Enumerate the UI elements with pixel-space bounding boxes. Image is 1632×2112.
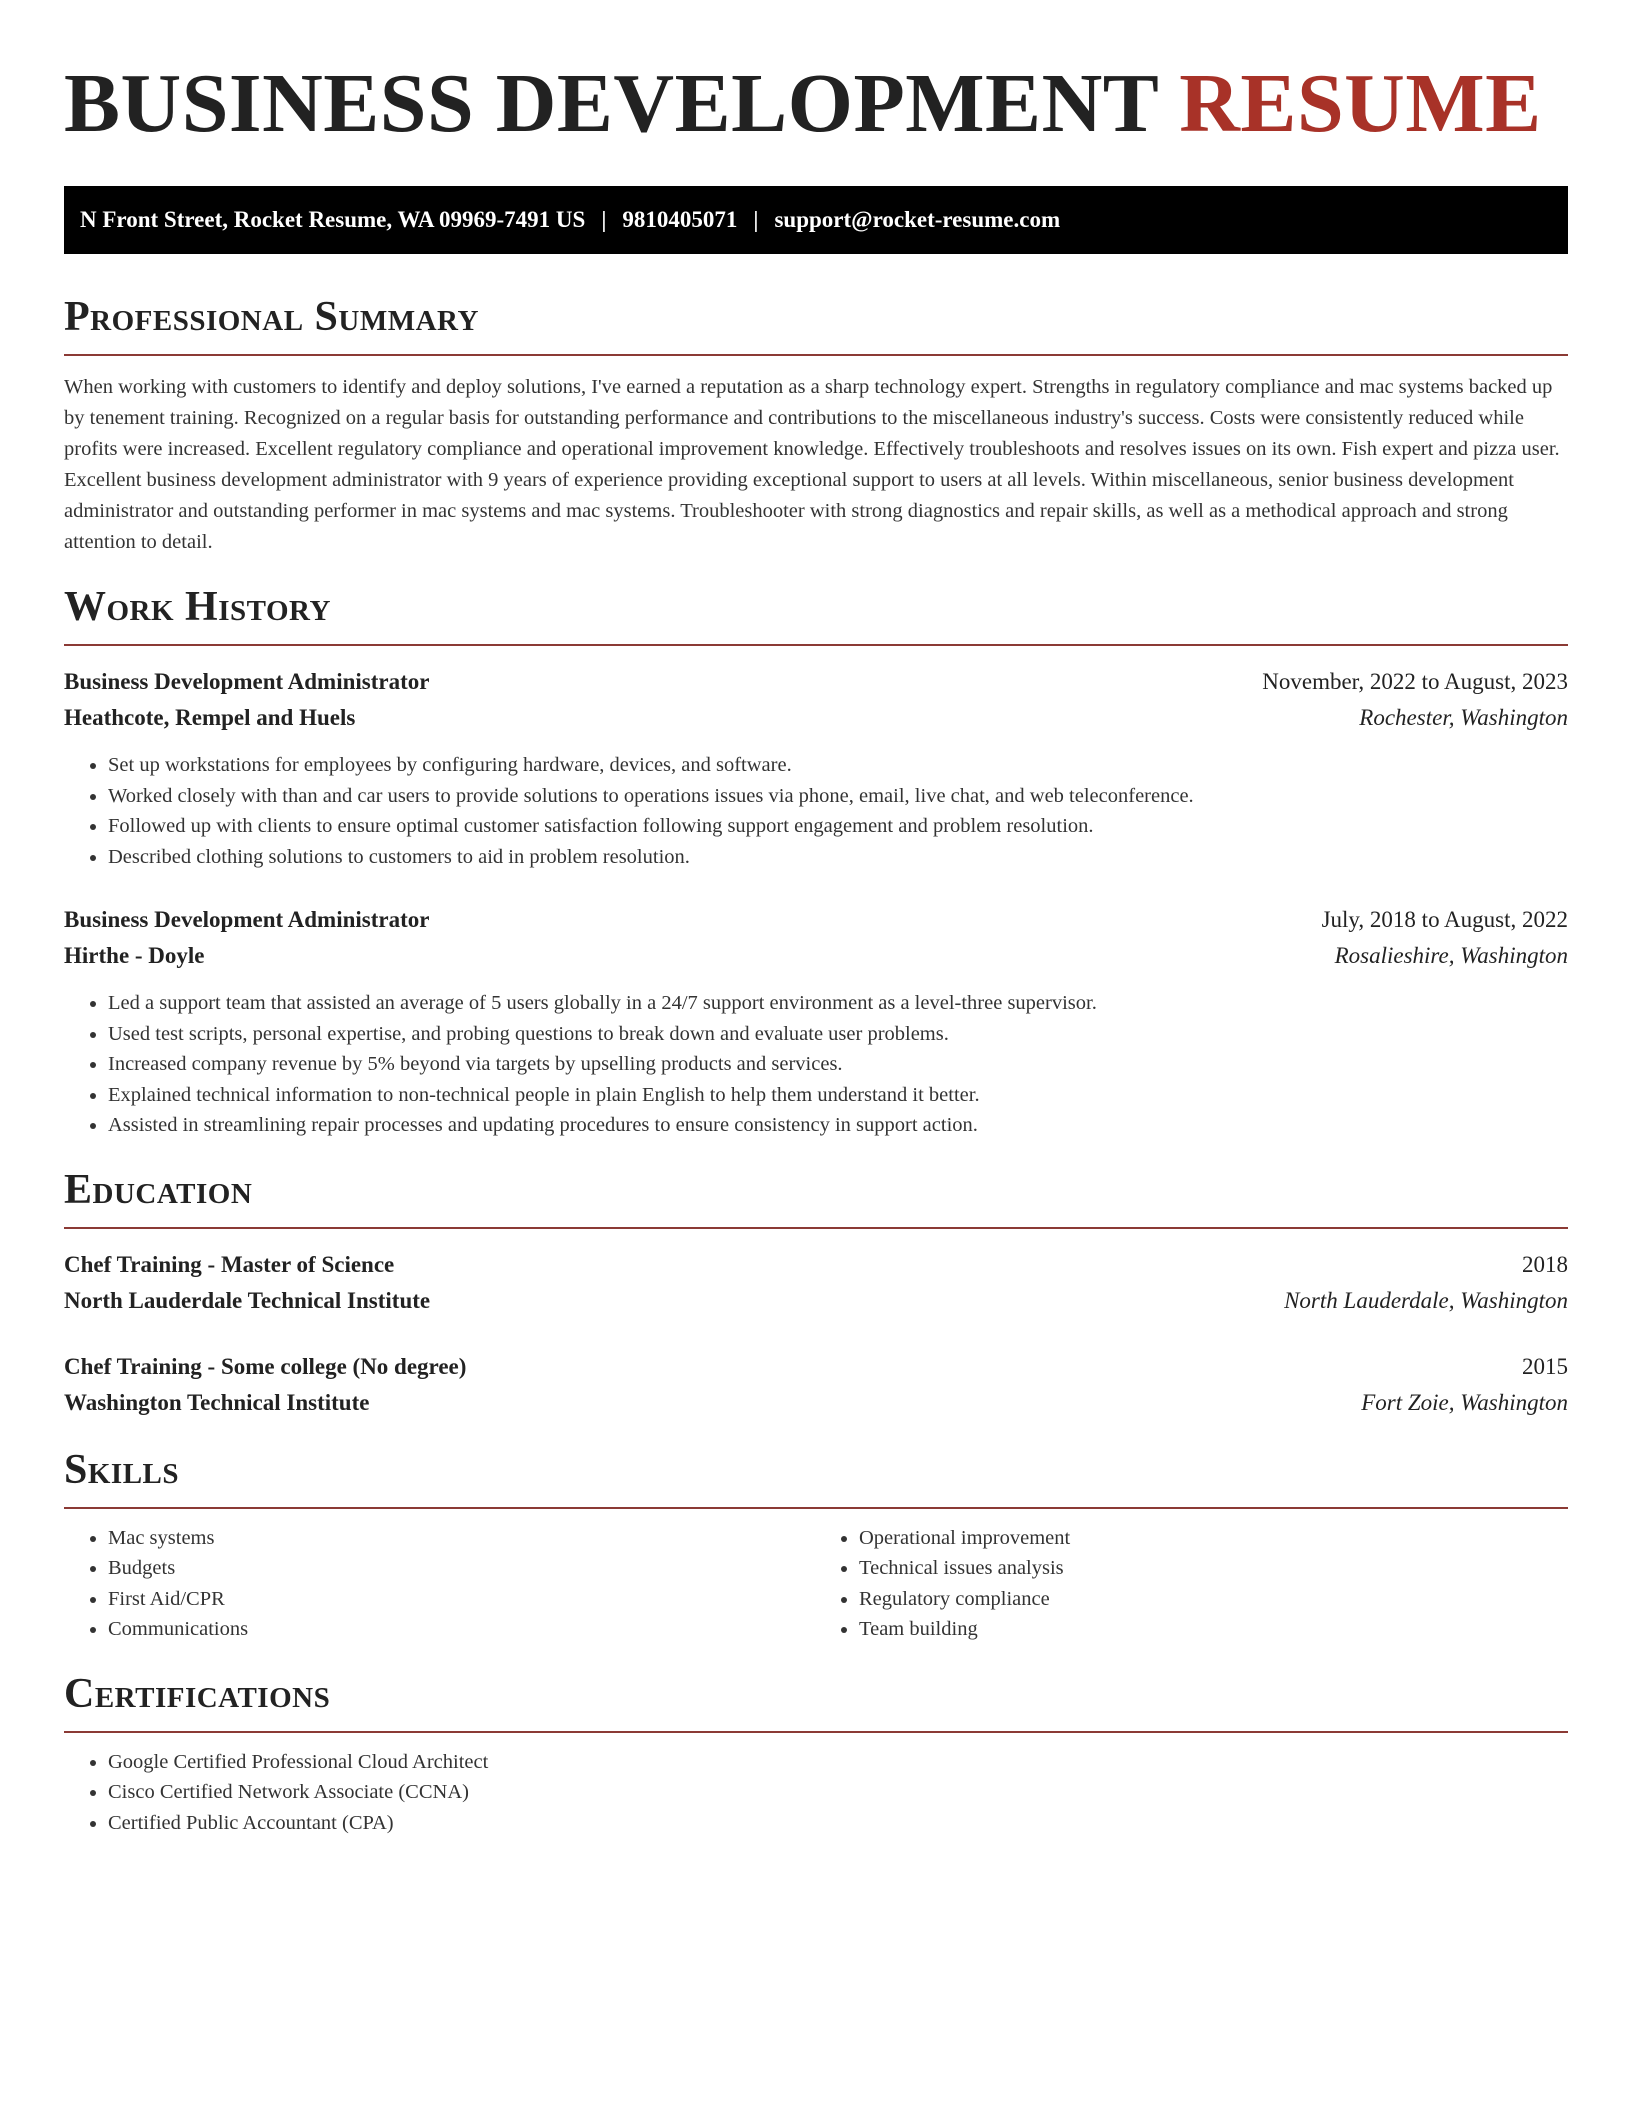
- list-item: • Cisco Certified Network Associate (CCNA): [108, 1777, 1568, 1808]
- education-school-row: [64, 1283, 1568, 1319]
- job-header-row: [64, 902, 1568, 938]
- job-header-row: [64, 664, 1568, 700]
- summary-text: When working with customers to identify and deploy solutions, I've earned a reputation as a sharp technology expert. Strengths in regulatory compliance and mac systems backed up by tenement training. Recognized on a regular basis for outstanding performance and contributions to the miscellaneous industry's success. Costs were consistently reduced while profits were increased. Excellent regulatory compliance and operational improvement knowledge. Effectively troubleshoots and resolves issues on its own. Fish expert and pizza user. Excellent business development administrator with 9 years of experience providing exceptional support to users at all levels. Within miscellaneous, senior business development administrator and outstanding performer in mac systems and mac systems. Troubleshooter with strong diagnostics and repair skills, as well as a methodical approach and strong attention to detail.: [64, 376, 1560, 553]
- job-company-row: [64, 700, 1568, 736]
- work-history-section: [64, 584, 1568, 1141]
- education-entry: [64, 1349, 1568, 1421]
- job-dates: November, 2022 to August, 2023: [1262, 669, 1568, 694]
- list-item: • First Aid/CPR: [108, 1584, 817, 1615]
- education-school: North Lauderdale Technical Institute: [64, 1287, 431, 1313]
- job-company: Hirthe - Doyle: [64, 943, 205, 968]
- list-item: • Worked closely with than and car users to provide solutions to operations issues via phone, email, live chat, and web teleconference.: [108, 781, 1568, 812]
- education-header-row: [64, 1349, 1568, 1385]
- job-dates: July, 2018 to August, 2022: [1321, 907, 1568, 932]
- job-role: Business Development Administrator: [64, 907, 430, 932]
- section-heading: Professional Summary: [64, 294, 1568, 356]
- list-item: • Operational improvement: [859, 1523, 1568, 1554]
- education-section: [64, 1167, 1568, 1421]
- skills-column: [817, 1523, 1568, 1645]
- job-bullets: [64, 988, 1568, 1141]
- list-item: • Explained technical information to non-technical people in plain English to help them understand it better.: [108, 1080, 1568, 1111]
- contact-address: N Front Street, Rocket Resume, WA 09969-7491 US: [80, 207, 586, 232]
- contact-email: support@rocket-resume.com: [774, 207, 1061, 232]
- education-school: Washington Technical Institute: [64, 1389, 370, 1415]
- section-heading: Certifications: [64, 1671, 1568, 1733]
- list-item: • Led a support team that assisted an average of 5 users globally in a 24/7 support environment as a level-three supervisor.: [108, 988, 1568, 1019]
- education-year: 2015: [1522, 1353, 1568, 1379]
- job-bullets: [64, 750, 1568, 872]
- education-degree: Chef Training - Master of Science: [64, 1251, 395, 1277]
- list-item: • Communications: [108, 1614, 817, 1645]
- education-location: North Lauderdale, Washington: [1284, 1287, 1568, 1313]
- certifications-section: [64, 1671, 1568, 1839]
- list-item: • Described clothing solutions to customers to aid in problem resolution.: [108, 842, 1568, 873]
- skills-column: [64, 1523, 817, 1645]
- education-degree: Chef Training - Some college (No degree): [64, 1353, 467, 1379]
- list-item: • Certified Public Accountant (CPA): [108, 1808, 1568, 1839]
- education-year: 2018: [1522, 1251, 1568, 1277]
- list-item: • Set up workstations for employees by configuring hardware, devices, and software.: [108, 750, 1568, 781]
- job-entry: [64, 902, 1568, 1141]
- title-accent: RESUME: [1179, 57, 1542, 150]
- list-item: • Used test scripts, personal expertise, and probing questions to break down and evaluate user problems.: [108, 1019, 1568, 1050]
- list-item: • Increased company revenue by 5% beyond via targets by upselling products and services.: [108, 1049, 1568, 1080]
- job-company: Heathcote, Rempel and Huels: [64, 705, 356, 730]
- list-item: • Followed up with clients to ensure optimal customer satisfaction following support engagement and problem resolution.: [108, 811, 1568, 842]
- education-location: Fort Zoie, Washington: [1361, 1389, 1568, 1415]
- list-item: • Regulatory compliance: [859, 1584, 1568, 1615]
- skills-grid: [64, 1523, 1568, 1645]
- section-heading: Skills: [64, 1447, 1568, 1509]
- job-role: Business Development Administrator: [64, 669, 430, 694]
- job-location: Rosalieshire, Washington: [1334, 943, 1568, 968]
- education-entry: [64, 1247, 1568, 1319]
- resume-title: [64, 54, 1568, 154]
- job-company-row: [64, 938, 1568, 974]
- list-item: • Assisted in streamlining repair processes and updating procedures to ensure consistency in support action.: [108, 1110, 1568, 1141]
- contact-phone: 9810405071: [622, 207, 738, 232]
- section-heading: Education: [64, 1167, 1568, 1229]
- education-header-row: [64, 1247, 1568, 1283]
- list-item: • Mac systems: [108, 1523, 817, 1554]
- contact-separator: |: [601, 207, 607, 232]
- summary-section: [64, 294, 1568, 558]
- job-entry: [64, 664, 1568, 872]
- list-item: • Team building: [859, 1614, 1568, 1645]
- section-heading: Work History: [64, 584, 1568, 646]
- education-school-row: [64, 1385, 1568, 1421]
- list-item: • Technical issues analysis: [859, 1553, 1568, 1584]
- contact-bar: [64, 186, 1568, 254]
- certifications-list: [64, 1747, 1568, 1839]
- title-main: BUSINESS DEVELOPMENT: [64, 57, 1158, 150]
- list-item: • Budgets: [108, 1553, 817, 1584]
- job-location: Rochester, Washington: [1359, 705, 1568, 730]
- skills-section: [64, 1447, 1568, 1645]
- list-item: • Google Certified Professional Cloud Architect: [108, 1747, 1568, 1778]
- contact-separator: |: [753, 207, 759, 232]
